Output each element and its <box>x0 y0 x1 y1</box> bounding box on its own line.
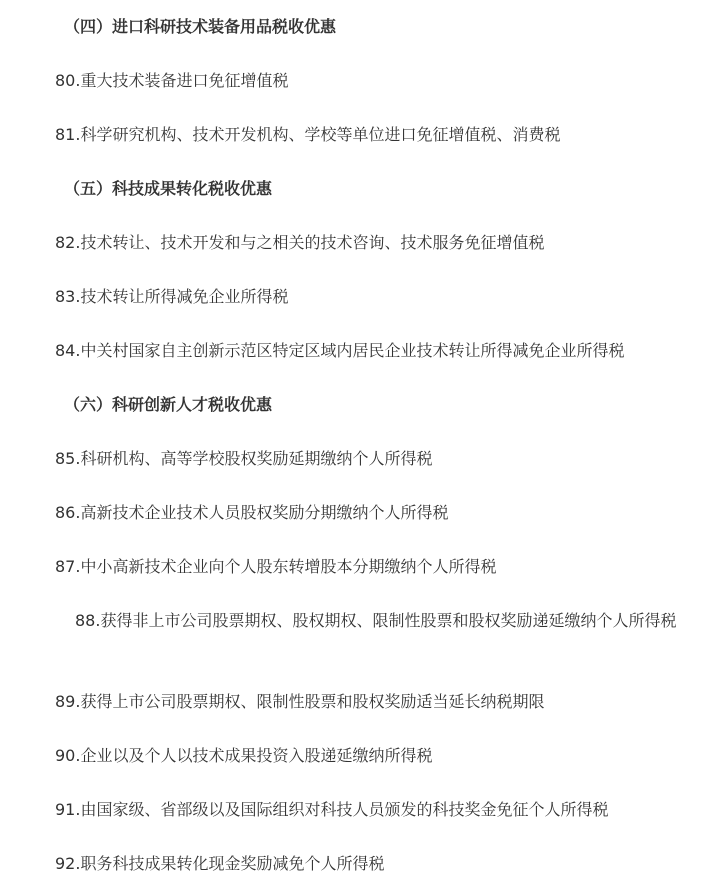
list-item-90: 90.企业以及个人以技术成果投资入股递延缴纳所得税 <box>55 746 433 765</box>
list-item-80: 80.重大技术装备进口免征增值税 <box>55 71 289 90</box>
list-item-88: 88.获得非上市公司股票期权、股权期权、限制性股票和股权奖励递延缴纳个人所得税 <box>75 611 677 630</box>
list-item-86: 86.高新技术企业技术人员股权奖励分期缴纳个人所得税 <box>55 503 449 522</box>
list-item-84: 84.中关村国家自主创新示范区特定区域内居民企业技术转让所得减免企业所得税 <box>55 341 625 360</box>
list-item-81: 81.科学研究机构、技术开发机构、学校等单位进口免征增值税、消费税 <box>55 125 561 144</box>
list-item-89: 89.获得上市公司股票期权、限制性股票和股权奖励适当延长纳税期限 <box>55 692 545 711</box>
section-heading-4: （四）进口科研技术装备用品税收优惠 <box>64 17 337 36</box>
list-item-83: 83.技术转让所得减免企业所得税 <box>55 287 289 306</box>
list-item-91: 91.由国家级、省部级以及国际组织对科技人员颁发的科技奖金免征个人所得税 <box>55 800 609 819</box>
list-item-82: 82.技术转让、技术开发和与之相关的技术咨询、技术服务免征增值税 <box>55 233 545 252</box>
list-item-92: 92.职务科技成果转化现金奖励减免个人所得税 <box>55 854 385 873</box>
section-heading-6: （六）科研创新人才税收优惠 <box>64 395 273 414</box>
list-item-85: 85.科研机构、高等学校股权奖励延期缴纳个人所得税 <box>55 449 433 468</box>
list-item-87: 87.中小高新技术企业向个人股东转增股本分期缴纳个人所得税 <box>55 557 497 576</box>
section-heading-5: （五）科技成果转化税收优惠 <box>64 179 273 198</box>
